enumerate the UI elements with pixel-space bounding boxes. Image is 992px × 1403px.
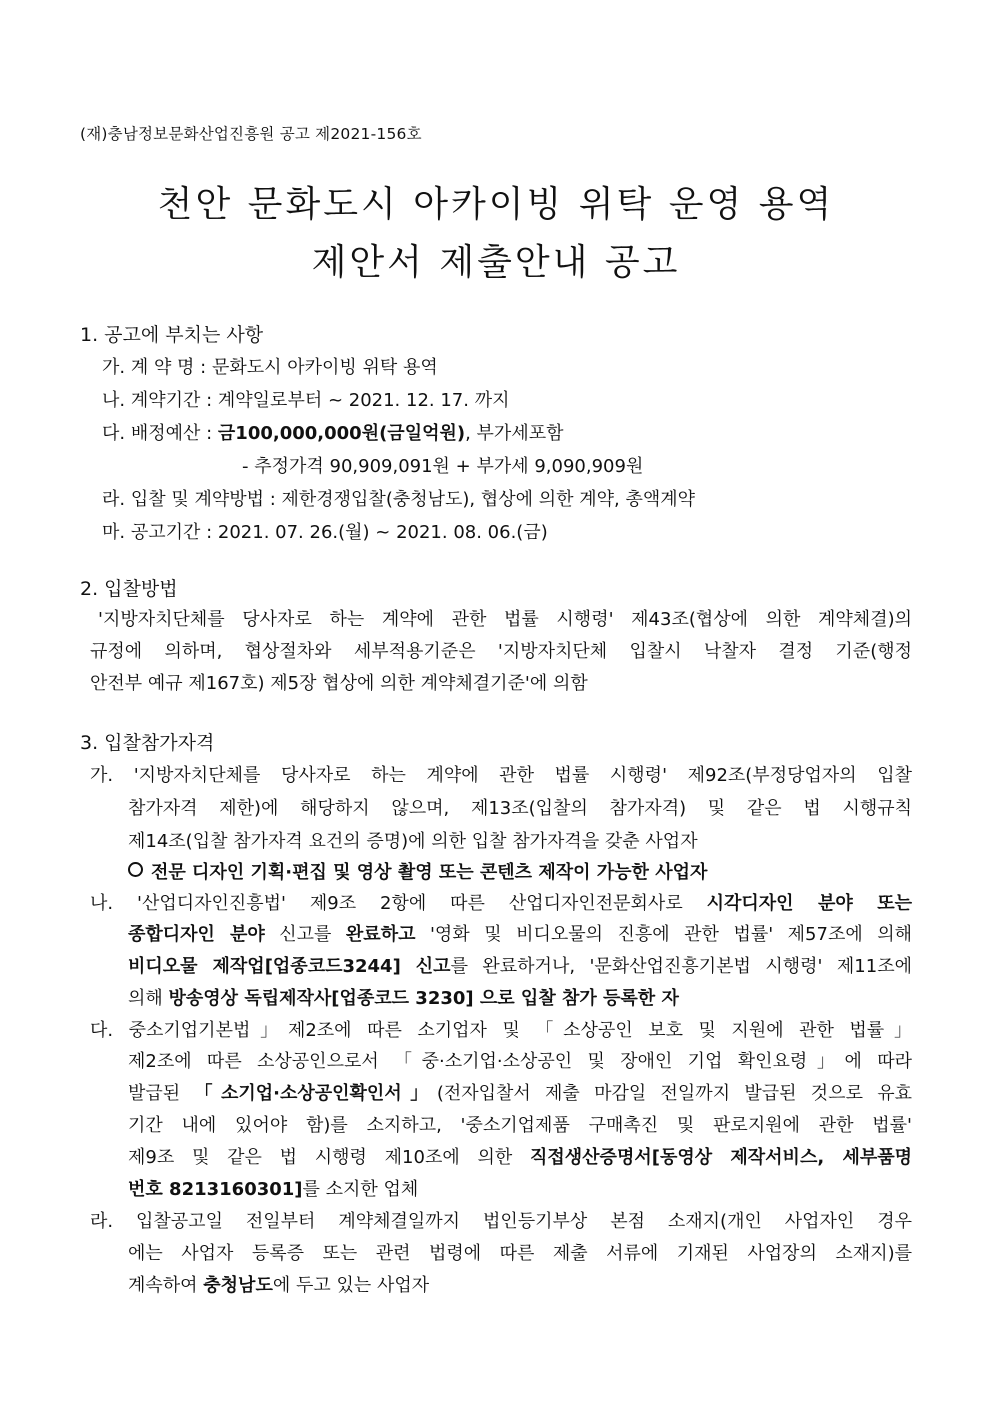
budget-amount: 금100,000,000원(금일억원) [217,423,466,444]
section-2-heading: 2. 입찰방법 [80,578,178,600]
section-3-heading: 3. 입찰참가자격 [80,732,215,754]
section-2-line: 규정에 의하며, 협상절차와 세부적용기준은 '지방자치단체 입찰시 낙찰자 결정 기준(행정 [90,641,912,662]
qualification-highlight [128,858,707,884]
qualification-da-line: 기간 내에 있어야 함)를 소지하고, '중소기업제품 구매촉진 및 판로지원에 관한 법률' [128,1115,912,1136]
text-run: 제9조 및 같은 법 시행령 제10조에 의한 [128,1147,530,1168]
notice-period: 마. 공고기간 : 2021. 07. 26.(월) ~ 2021. 08. 06.(금) [102,522,548,543]
qualification-ra-line: 라. 입찰공고일 전일부터 계약체결일까지 법인등기부상 본점 소재지(개인 사업자인 경우 [90,1211,912,1232]
text-run-bold: 방송영상 독립제작사[업종코드 3230] 으로 입찰 참가 등록한 자 [168,988,679,1009]
contract-name: 가. 계 약 명 : 문화도시 아카이빙 위탁 용역 [102,357,438,378]
document-title-line1: 천안 문화도시 아카이빙 위탁 운영 용역 [157,184,835,225]
qualification-ga-line: 가. '지방자치단체를 당사자로 하는 계약에 관한 법률 시행령' 제92조(부정당업자의 입찰 [90,765,912,786]
text-run: 발급된 [128,1083,195,1104]
qualification-da-line: 제2조에 따른 소상공인으로서 「중·소기업·소상공인 및 장애인 기업 확인요령」에 따라 [128,1051,912,1072]
text-run: '영화 및 비디오물의 진흥에 관한 법률' 제57조에 의해 [415,924,912,945]
text-run-bold: 완료하고 [345,924,416,945]
text-run-bold: 「소기업·소상공인확인서」 [194,1083,437,1104]
budget-vat: , 부가세포함 [465,423,564,444]
qualification-da-line: 다. 중소기업기본법」제2조에 따른 소기업자 및 「소상공인 보호 및 지원에 관한 법률」 [90,1020,912,1041]
text-run: 계속하여 [128,1275,204,1296]
text-run: 의해 [128,988,169,1009]
text-run-bold: 비디오물 제작업[업종코드3244] 신고 [128,956,451,977]
qualification-ga-line: 참가자격 제한)에 해당하지 않으며, 제13조(입찰의 참가자격) 및 같은 법 시행규칙 [128,798,912,819]
text-run-bold: 번호 8213160301] [128,1179,303,1200]
qualification-na-line [128,984,679,1010]
text-run: (전자입찰서 제출 마감일 전일까지 발급된 것으로 유효 [436,1083,912,1104]
qualification-na-line [90,889,912,915]
text-run-bold: 시각디자인 분야 또는 [706,893,912,914]
contract-period: 나. 계약기간 : 계약일로부터 ~ 2021. 12. 17. 까지 [102,390,510,411]
budget-label: 다. 배정예산 : [102,423,218,444]
text-run: 나. '산업디자인진흥법' 제9조 2항에 따른 산업디자인전문회사로 [90,893,707,914]
document-title-line2: 제안서 제출안내 공고 [311,242,681,283]
section-1-heading: 1. 공고에 부치는 사항 [80,324,264,346]
section-2-line: 안전부 예규 제167호) 제5장 협상에 의한 계약체결기준'에 의함 [90,673,588,694]
qualification-na-line [128,952,912,978]
text-run: 신고를 [264,924,346,945]
qualification-ra-line [128,1271,429,1297]
estimated-price: - 추정가격 90,909,091원 + 부가세 9,090,909원 [242,456,644,477]
section-2-line: '지방자치단체를 당사자로 하는 계약에 관한 법률 시행령' 제43조(협상에 의한 계약체결)의 [98,609,912,630]
qualification-da-line [128,1079,912,1105]
qualification-na-line [128,920,912,946]
qualification-da-line [128,1143,912,1169]
text-run-bold: 종합디자인 분야 [128,924,265,945]
text-run: 를 소지한 업체 [302,1179,419,1200]
text-run-bold: 충청남도 [203,1275,273,1296]
qualification-ga-line: 제14조(입찰 참가자격 요건의 증명)에 의한 입찰 참가자격을 갖춘 사업자 [128,831,698,852]
circle-bullet-icon [128,862,143,877]
budget [102,419,563,445]
qualification-da-line [128,1175,418,1201]
text-run-bold: 직접생산증명서[동영상 제작서비스, 세부품명 [530,1147,913,1168]
qualification-ra-line: 에는 사업자 등록증 또는 관련 법령에 따른 제출 서류에 기재된 사업장의 소재지)를 [128,1243,912,1264]
text-run: 에 두고 있는 사업자 [272,1275,430,1296]
bid-method: 라. 입찰 및 계약방법 : 제한경쟁입찰(충청남도), 협상에 의한 계약, 총액계약 [102,489,696,510]
notice-number: (재)충남정보문화산업진흥원 공고 제2021-156호 [80,125,422,143]
text-run: 를 완료하거나, '문화산업진흥기본법 시행령' 제11조에 [450,956,912,977]
highlight-text: 전문 디자인 기획·편집 및 영상 촬영 또는 콘텐츠 제작이 가능한 사업자 [151,862,708,883]
